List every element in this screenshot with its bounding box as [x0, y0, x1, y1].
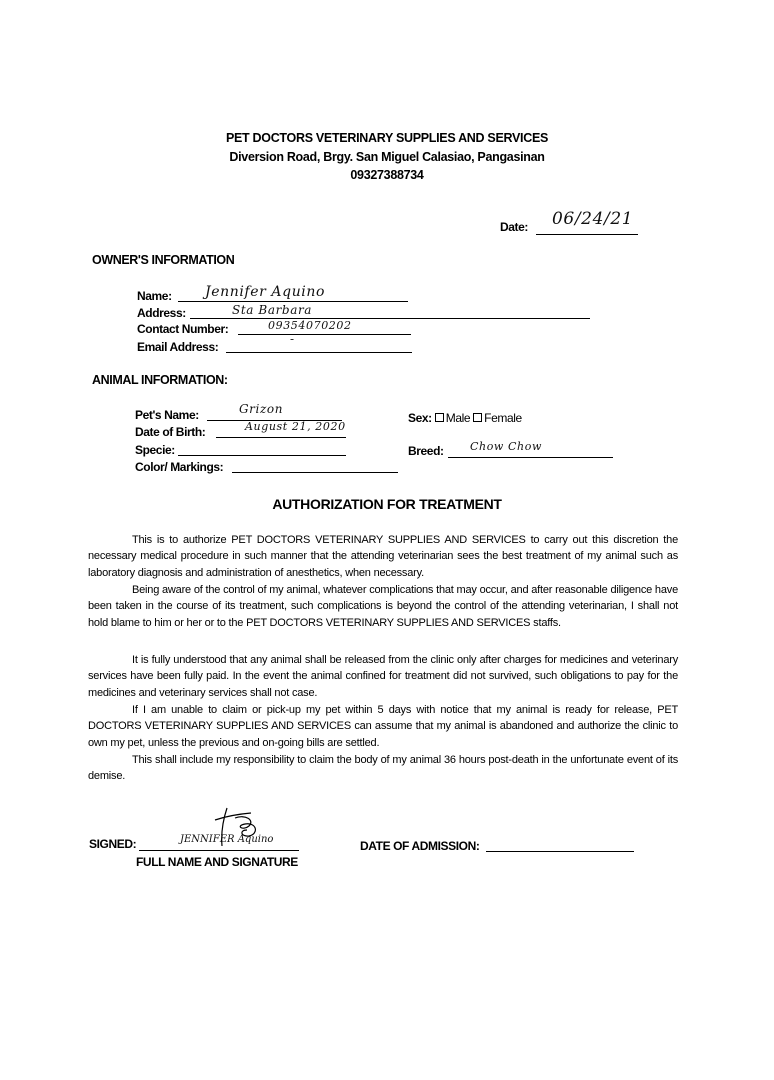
signature-scribble: [205, 800, 265, 848]
breed-label: Breed:: [408, 444, 444, 458]
breed-value: Chow Chow: [470, 440, 542, 453]
authorization-paragraph-2: Being aware of the control of my animal, whatever complications that may occur, and after reasonable diligence have been taken in the course of its treatment, such complications is beyond the control of the attending veterinarian, I shall not hold blame to him or her or to the PET DOCTORS VETERINARY SUPPLIES AND SERVICES staffs.: [88, 584, 678, 629]
animal-section-title: ANIMAL INFORMATION:: [92, 373, 228, 387]
breed-line: [448, 457, 613, 458]
business-name: PET DOCTORS VETERINARY SUPPLIES AND SERVICES: [225, 131, 549, 145]
authorization-paragraph-1: This is to authorize PET DOCTORS VETERINARY SUPPLIES AND SERVICES to carry out this discretion the necessary medical procedure in such manner that the attending veterinarian sees the best treatment of my animal such as laboratory diagnosis and administration of anesthetics, when necessary.: [88, 534, 678, 579]
date-value: 06/24/21: [552, 209, 634, 229]
owner-contact-value: 09354070202: [268, 319, 352, 332]
authorization-paragraph-5: This shall include my responsibility to claim the body of my animal 36 hours post-death in the unfortunate event of its demise.: [88, 754, 678, 783]
owner-address-label: Address:: [137, 306, 186, 320]
owner-email-line: [226, 352, 412, 353]
date-label: Date:: [500, 220, 529, 234]
sex-label: Sex:: [408, 411, 432, 425]
color-markings-label: Color/ Markings:: [135, 460, 224, 474]
specie-line: [178, 455, 346, 456]
dob-value: August 21, 2020: [245, 420, 346, 433]
signed-label: SIGNED:: [89, 837, 137, 851]
sex-field: [408, 411, 522, 425]
date-line: [536, 234, 638, 235]
male-option-label: Male: [445, 411, 471, 425]
female-option-label: Female: [484, 411, 522, 425]
signed-name-value: JENNIFER Aquino: [180, 834, 274, 845]
female-checkbox[interactable]: [473, 413, 482, 422]
dob-label: Date of Birth:: [135, 425, 206, 439]
signature-caption: FULL NAME AND SIGNATURE: [136, 855, 298, 869]
specie-label: Specie:: [135, 443, 175, 457]
owner-name-label: Name:: [137, 289, 172, 303]
business-phone: 09327388734: [350, 168, 424, 182]
owner-contact-line: [238, 334, 411, 335]
owner-name-value: Jennifer Aquino: [205, 284, 326, 300]
dob-line: [216, 437, 346, 438]
owner-email-label: Email Address:: [137, 340, 219, 354]
authorization-paragraph-3: It is fully understood that any animal shall be released from the clinic only after charges for medicines and veterinary services have been fully paid. In the event the animal confined for treatment did not survived, such obligations to pay for the medicines and veterinary services shall not case.: [88, 654, 678, 699]
owner-section-title: OWNER'S INFORMATION: [92, 253, 235, 267]
color-markings-line: [232, 472, 398, 473]
date-of-admission-label: DATE OF ADMISSION:: [360, 839, 480, 853]
owner-email-value: -: [290, 332, 295, 346]
male-checkbox[interactable]: [435, 413, 444, 422]
owner-name-line: [178, 301, 408, 302]
owner-address-line: [190, 318, 590, 319]
business-address: Diversion Road, Brgy. San Miguel Calasiao, Pangasinan: [229, 150, 545, 164]
authorization-paragraph-4: If I am unable to claim or pick-up my pet within 5 days with notice that my animal is ready for release, PET DOCTORS VETERINARY SUPPLIES AND SERVICES can assume that my animal is abandoned and authorize the clinic to own my pet, unless the previous and on-going bills are settled.: [88, 704, 678, 749]
owner-address-value: Sta Barbara: [232, 303, 313, 317]
owner-contact-label: Contact Number:: [137, 322, 229, 336]
authorization-title: AUTHORIZATION FOR TREATMENT: [272, 496, 502, 512]
pet-name-value: Grizon: [239, 402, 284, 416]
signature-line: [139, 850, 299, 851]
date-of-admission-line: [486, 851, 634, 852]
pet-name-label: Pet's Name:: [135, 408, 199, 422]
